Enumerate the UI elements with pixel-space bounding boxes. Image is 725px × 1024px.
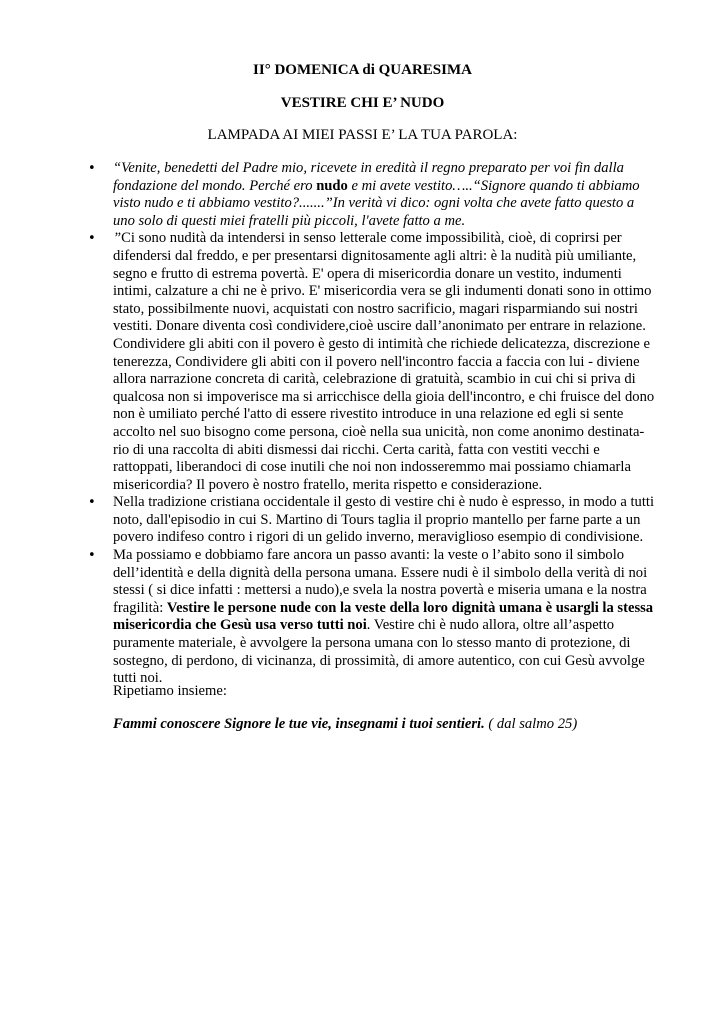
text-line: Ma possiamo e dobbiamo fare ancora un passo avanti: la veste o l’abito sono il simbolo bbox=[113, 547, 625, 564]
bullet-icon: • bbox=[88, 161, 96, 176]
text-line: difendersi dal freddo, e per presentarsi dignitosamente agli altri: è la nudità più umiliante, bbox=[113, 247, 637, 264]
text-line: segno e frutto di estrema povertà. E' opera di misericordia donare un vestito, indumenti bbox=[113, 265, 622, 282]
bold-phrase: misericordia che Gesù usa verso tutti noi bbox=[113, 617, 367, 634]
text-line: noto, dall'episodio in cui S. Martino di Tours taglia il proprio mantello per farne parte a un bbox=[113, 511, 641, 528]
prayer-text: Fammi conoscere Signore le tue vie, insegnami i tuoi sentieri. bbox=[113, 716, 485, 732]
bullet-list bbox=[87, 160, 655, 688]
bullet-icon: • bbox=[88, 495, 96, 511]
text-line: vestiti. Donare diventa così condividere,cioè uscire dall’anonimato per entrare in relazione. bbox=[113, 318, 646, 335]
text-line: sostegno, di perdono, di vicinanza, di prossimità, di amore autentico, con cui Gesù avvolge bbox=[113, 652, 645, 669]
text-line: povero indifeso contro i rigori di un gelido inverno, meraviglioso esempio di condivisione. bbox=[113, 529, 644, 546]
text-line: tenerezza, Condividere gli abiti con il povero nell'incontro faccia a faccia con lui - diviene bbox=[113, 353, 640, 370]
text-line: stessi ( si dice infatti : mettersi a nudo),e svela la nostra povertà e miseria umana e la nostra bbox=[113, 582, 647, 599]
document-title: II° DOMENICA di QUARESIMA bbox=[253, 62, 472, 78]
bullet-icon: • bbox=[88, 231, 96, 247]
bold-phrase: Vestire le persone nude con la veste della loro dignità umana è usargli la stessa bbox=[166, 599, 654, 616]
text-line: rio di una raccolta di abiti dismessi dai ricchi. Certa carità, fatta con vestiti vecchi e bbox=[113, 441, 600, 458]
text-line: misericordia che Gesù usa verso tutti noi. Vestire chi è nudo allora, oltre all’aspetto bbox=[113, 617, 615, 634]
prayer-source: ( dal salmo 25) bbox=[484, 716, 578, 732]
text-line: non è umiliato perché l'atto di essere rivestito introduce in una relazione ed egli si sente bbox=[113, 406, 624, 423]
text-line: rattoppati, liberandoci di cose inutili che noi non indosseremmo mai possiamo chiamarla bbox=[113, 459, 631, 476]
text-line: ”Ci sono nudità da intendersi in senso letterale come impossibilità, cioè, di coprirsi per bbox=[113, 230, 622, 247]
text-line: tutti noi. bbox=[113, 670, 163, 687]
text-line: stato, possibilmente nuovi, acquistati con nostro sacrificio, magari risparmiando sui nostri bbox=[113, 300, 638, 317]
text-line: intimi, calzature a chi ne è privo. E' misericordia vera se gli indumenti donati sono in ottimo bbox=[113, 283, 652, 300]
text-line: accolto nel suo bisogno come persona, cioè nella sua unicità, non come anonimo destinata- bbox=[113, 423, 645, 440]
text-line: Nella tradizione cristiana occidentale il gesto di vestire chi è nudo è espresso, in modo a tutti bbox=[113, 494, 655, 511]
text-line: qualcosa non si impoverisce ma si arricchisce della gioia dell'incontro, e chi fruisce del dono bbox=[113, 388, 655, 405]
bullet-icon: • bbox=[88, 548, 96, 564]
document-subtitle: VESTIRE CHI E’ NUDO bbox=[280, 95, 445, 111]
text-line: puramente materiale, è avvolgere la persona umana con lo stesso manto di protezione, di bbox=[113, 635, 631, 652]
text-line: fragilità: Vestire le persone nude con la veste della loro dignità umana è usargli la stessa bbox=[113, 599, 654, 616]
list-item-dignity bbox=[87, 547, 654, 688]
closing-prayer bbox=[113, 716, 577, 733]
text-line: visto nudo e ti abbiamo vestito?.......”In verità vi dico: ogni volta che avete fatto questo a bbox=[113, 195, 635, 212]
text-line: “Venite, benedetti del Padre mio, ricevete in eredità il regno preparato per voi fin dalla bbox=[113, 160, 624, 176]
closing-intro: Ripetiamo insieme: bbox=[113, 683, 227, 699]
text-line: misericordia? Il povero è nostro fratello, merita rispetto e considerazione. bbox=[113, 476, 543, 493]
bold-word: nudo bbox=[316, 177, 348, 194]
section-heading: LAMPADA AI MIEI PASSI E’ LA TUA PAROLA: bbox=[207, 127, 518, 143]
text-line: uno solo di questi miei fratelli più piccoli, l'avete fatto a me. bbox=[113, 212, 466, 229]
list-item-tradition bbox=[87, 494, 655, 547]
list-item-reflection bbox=[87, 230, 655, 494]
text-line: Condividere gli abiti con il povero è gesto di intimità che richiede delicatezza, discrezione e bbox=[113, 335, 650, 352]
text-line: allora narrazione concreta di carità, celebrazione di gratuità, scambio in cui chi si priva di bbox=[113, 371, 636, 388]
list-item-gospel-quote bbox=[87, 160, 643, 230]
text-line: dell’identità e della dignità della persona umana. Essere nudi è il simbolo della verità di noi bbox=[113, 564, 648, 581]
text-line: fondazione del mondo. Perché ero nudo e mi avete vestito…..“Signore quando ti abbiamo bbox=[113, 177, 640, 194]
